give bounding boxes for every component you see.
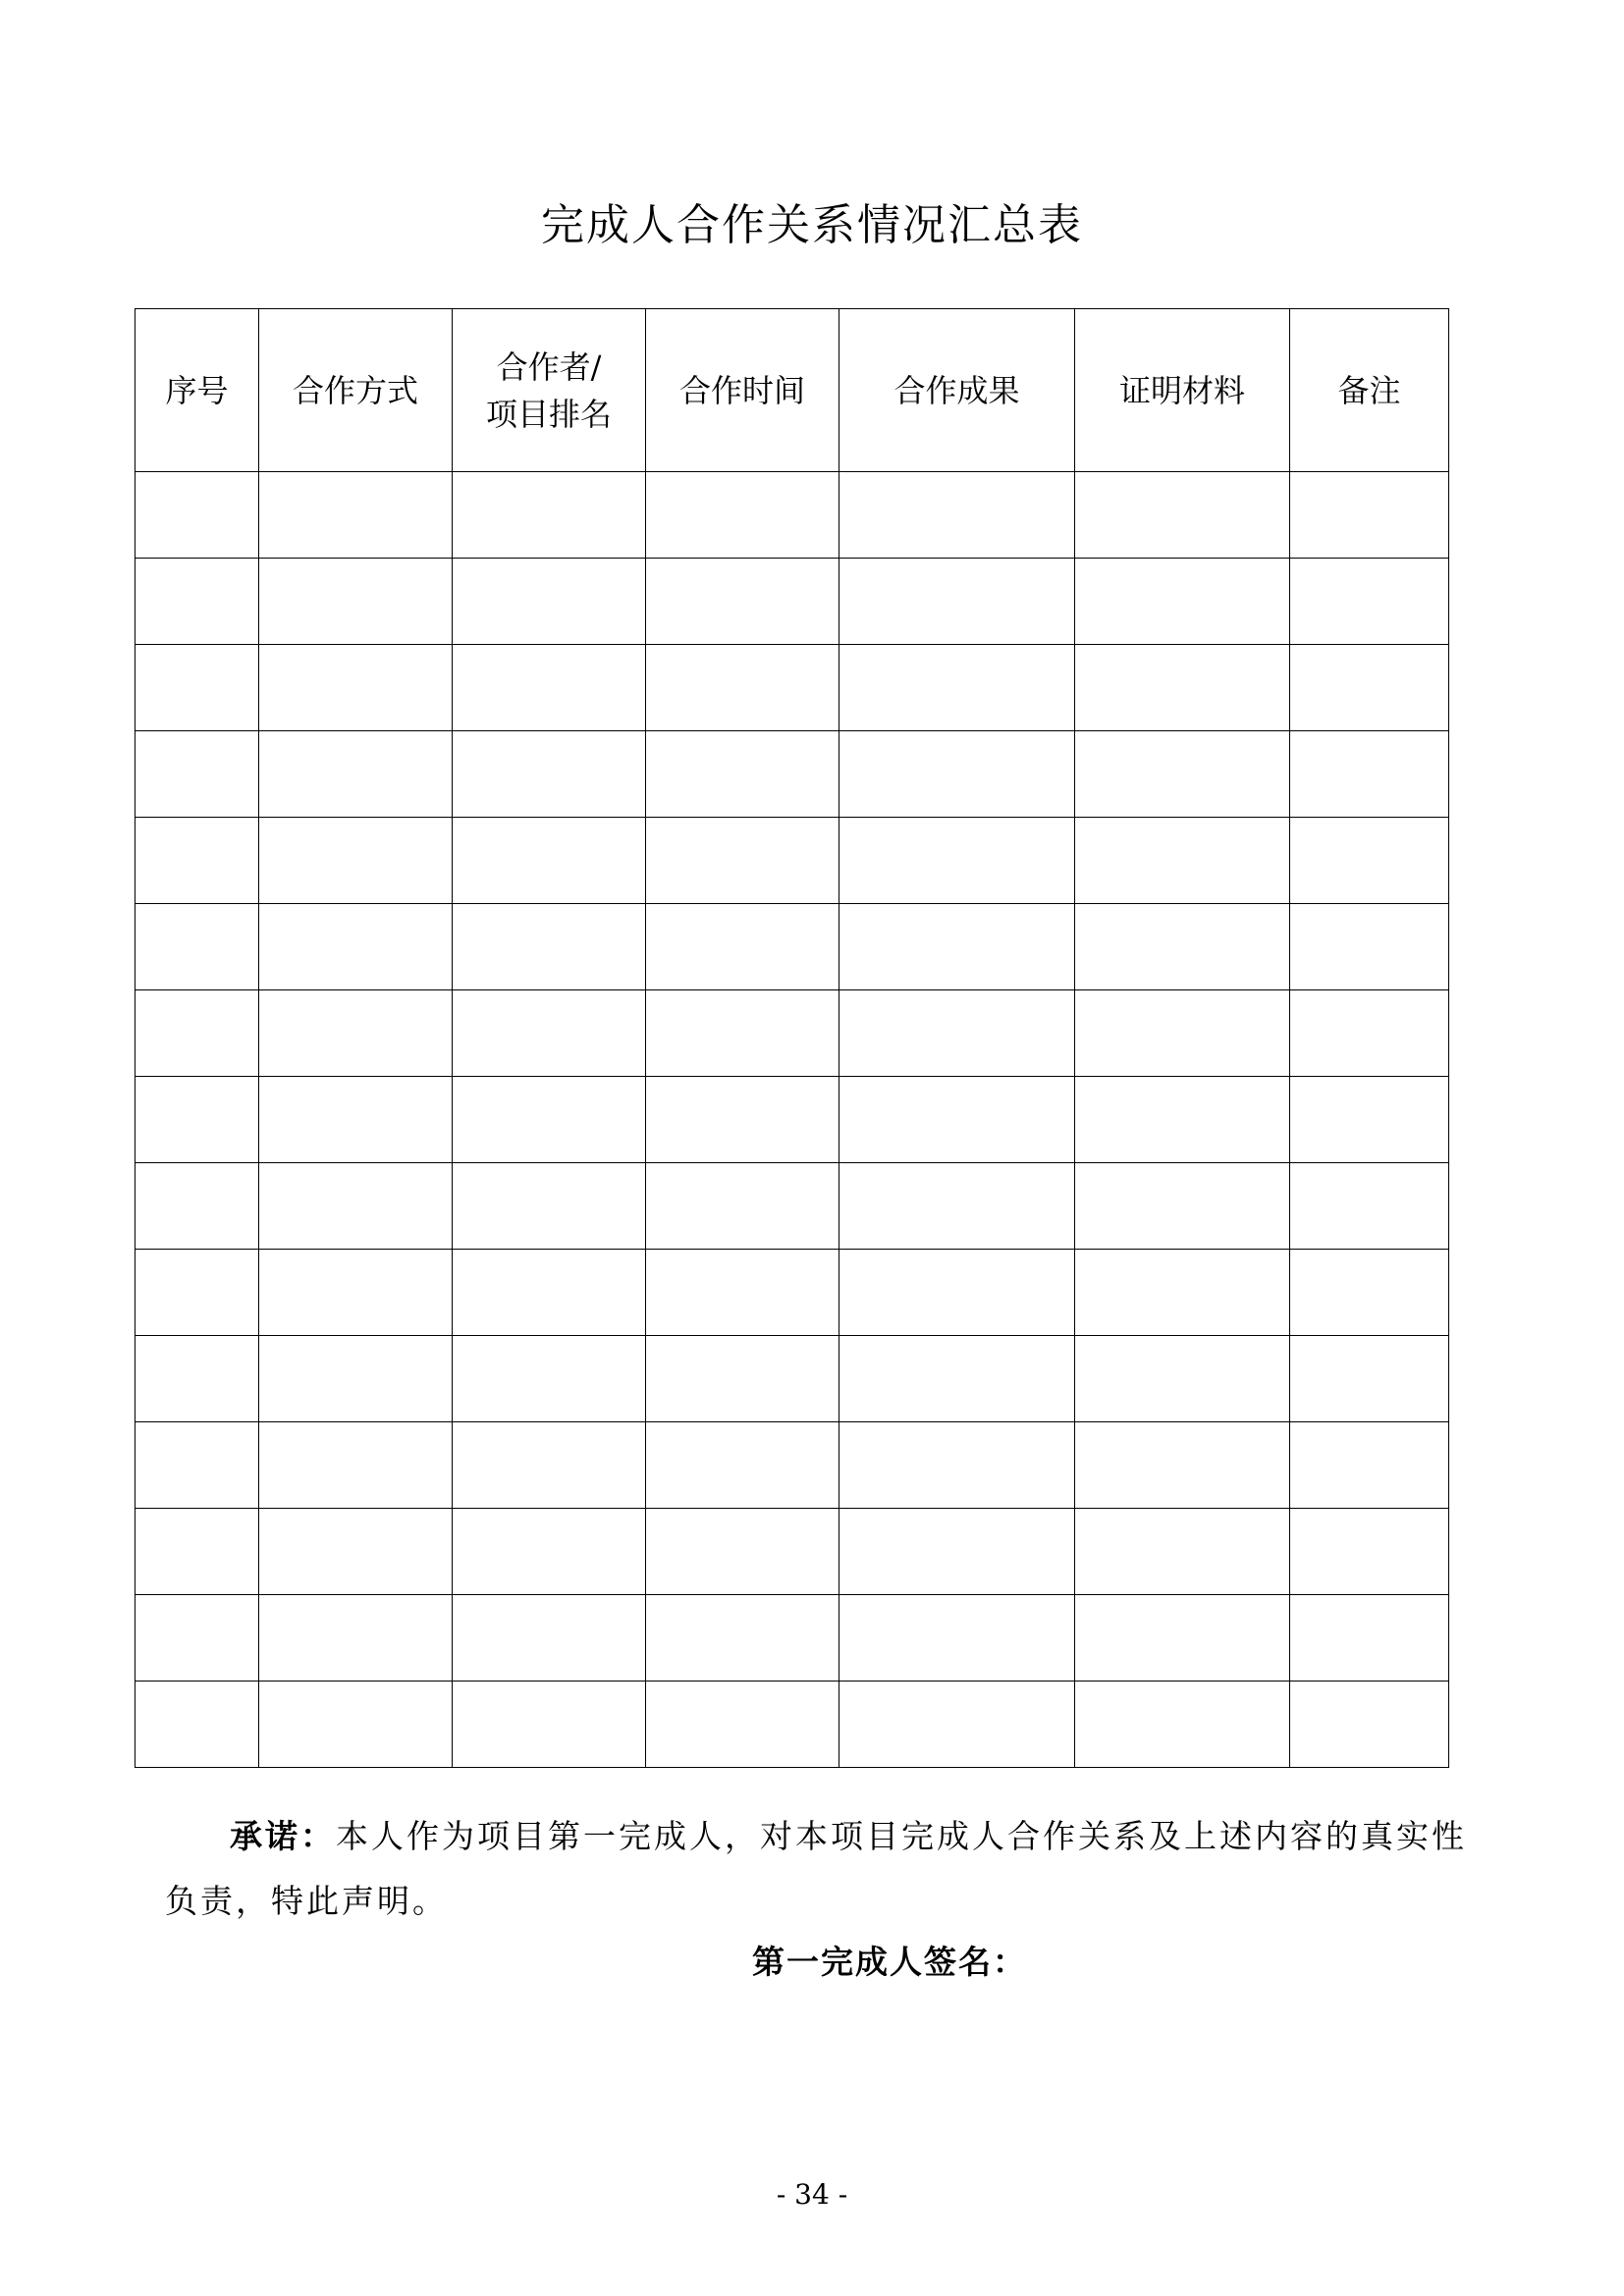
table-cell[interactable] [646,559,839,645]
page-number: - 34 - [776,2178,848,2211]
table-cell[interactable] [1075,1595,1290,1682]
table-cell[interactable] [1075,645,1290,731]
table-cell[interactable] [259,1682,453,1768]
table-cell[interactable] [646,1163,839,1250]
table-cell[interactable] [839,1595,1075,1682]
table-cell[interactable] [1075,472,1290,559]
table-cell[interactable] [839,1250,1075,1336]
table-cell[interactable] [646,990,839,1077]
table-cell[interactable] [453,818,646,904]
table-cell[interactable] [259,1163,453,1250]
header-cell-remarks: 备注 [1290,309,1449,472]
table-cell[interactable] [1075,1336,1290,1422]
table-row [135,645,1449,731]
table-cell[interactable] [646,1595,839,1682]
header-cell-serial-number: 序号 [135,309,259,472]
table-cell[interactable] [135,472,259,559]
table-cell[interactable] [453,1336,646,1422]
table-cell[interactable] [1290,559,1449,645]
promise-statement [165,1804,1481,1934]
table-cell[interactable] [135,645,259,731]
table-cell[interactable] [453,731,646,818]
table-row [135,1336,1449,1422]
table-row [135,472,1449,559]
table-row [135,731,1449,818]
table-cell[interactable] [839,990,1075,1077]
table-cell[interactable] [1075,1509,1290,1595]
table-cell[interactable] [453,472,646,559]
table-cell[interactable] [259,731,453,818]
table-cell[interactable] [453,904,646,990]
table-cell[interactable] [1075,1682,1290,1768]
table-row [135,559,1449,645]
table-cell[interactable] [839,1163,1075,1250]
table-cell[interactable] [1290,1509,1449,1595]
table-cell[interactable] [839,559,1075,645]
table-cell[interactable] [1075,818,1290,904]
table-cell[interactable] [259,645,453,731]
table-cell[interactable] [646,731,839,818]
table-cell[interactable] [259,1509,453,1595]
table-cell[interactable] [839,1422,1075,1509]
table-cell[interactable] [135,559,259,645]
table-cell[interactable] [1075,731,1290,818]
table-cell[interactable] [646,1077,839,1163]
table-cell[interactable] [839,645,1075,731]
table-cell[interactable] [135,1250,259,1336]
table-cell[interactable] [646,645,839,731]
header-cell-collaborator-ranking: 合作者/ 项目排名 [453,309,646,472]
table-cell[interactable] [259,818,453,904]
table-cell[interactable] [135,1077,259,1163]
table-cell[interactable] [135,1509,259,1595]
table-row [135,1163,1449,1250]
table-cell[interactable] [1075,904,1290,990]
table-row [135,1509,1449,1595]
table-cell[interactable] [1075,1077,1290,1163]
table-cell[interactable] [646,1250,839,1336]
table-cell[interactable] [839,1682,1075,1768]
table-row [135,990,1449,1077]
table-cell[interactable] [646,1509,839,1595]
table-cell[interactable] [646,1682,839,1768]
page-title: 完成人合作关系情况汇总表 [541,200,1083,250]
header-cell-cooperation-results: 合作成果 [839,309,1075,472]
table-cell[interactable] [259,1422,453,1509]
table-row [135,1595,1449,1682]
table-cell[interactable] [135,818,259,904]
table-cell[interactable] [259,904,453,990]
table-row [135,1077,1449,1163]
promise-label: 承诺： [230,1817,336,1855]
cooperation-summary-table [135,308,1449,1768]
table-cell[interactable] [259,559,453,645]
table-row [135,1422,1449,1509]
table-cell[interactable] [1075,1422,1290,1509]
table-cell[interactable] [1075,990,1290,1077]
table-cell[interactable] [453,1077,646,1163]
table-cell[interactable] [259,1077,453,1163]
table-cell[interactable] [839,904,1075,990]
table-cell[interactable] [1290,1163,1449,1250]
table-cell[interactable] [135,1336,259,1422]
table-cell[interactable] [453,645,646,731]
table-cell[interactable] [1075,559,1290,645]
table-cell[interactable] [453,1250,646,1336]
table-cell[interactable] [1290,1422,1449,1509]
table-cell[interactable] [1290,1336,1449,1422]
table-cell[interactable] [453,1163,646,1250]
table-cell[interactable] [1290,1250,1449,1336]
table-cell[interactable] [259,1336,453,1422]
table-cell[interactable] [135,1595,259,1682]
table-cell[interactable] [646,904,839,990]
table-cell[interactable] [453,1422,646,1509]
table-cell[interactable] [839,818,1075,904]
table-cell[interactable] [1075,1163,1290,1250]
table-cell[interactable] [453,990,646,1077]
table-row [135,1250,1449,1336]
table-cell[interactable] [453,1682,646,1768]
table-cell[interactable] [135,1422,259,1509]
table-cell[interactable] [135,904,259,990]
table-cell[interactable] [453,1509,646,1595]
table-cell[interactable] [135,990,259,1077]
table-cell[interactable] [839,731,1075,818]
table-cell[interactable] [135,1682,259,1768]
table-cell[interactable] [259,1595,453,1682]
promise-text: 本人作为项目第一完成人，对本项目完成人合作关系及上述内容的真实性负责，特此声明。 [165,1817,1467,1920]
signature-label: 第一完成人签名： [752,1943,1027,1981]
table-row [135,818,1449,904]
table-cell[interactable] [1290,645,1449,731]
table-cell[interactable] [839,1336,1075,1422]
table-cell[interactable] [259,472,453,559]
table-cell[interactable] [453,1595,646,1682]
table-cell[interactable] [1290,990,1449,1077]
header-cell-cooperation-method: 合作方式 [259,309,453,472]
table-cell[interactable] [1290,472,1449,559]
table-cell[interactable] [1290,1077,1449,1163]
table-cell[interactable] [1075,1250,1290,1336]
table-header-row [135,309,1449,472]
table-row [135,1682,1449,1768]
header-cell-proof-materials: 证明材料 [1075,309,1290,472]
table-row [135,904,1449,990]
table-body [135,472,1449,1768]
table-cell[interactable] [135,731,259,818]
table-cell[interactable] [1290,1595,1449,1682]
table-cell[interactable] [259,990,453,1077]
table-cell[interactable] [259,1250,453,1336]
header-cell-cooperation-time: 合作时间 [646,309,839,472]
table-cell[interactable] [839,1509,1075,1595]
table-cell[interactable] [1290,731,1449,818]
table-cell[interactable] [646,1422,839,1509]
table-cell[interactable] [839,1077,1075,1163]
table-cell[interactable] [646,818,839,904]
table-cell[interactable] [839,472,1075,559]
table-cell[interactable] [646,472,839,559]
table-cell[interactable] [1290,904,1449,990]
table-cell[interactable] [646,1336,839,1422]
table-cell[interactable] [1290,818,1449,904]
table-cell[interactable] [1290,1682,1449,1768]
table-cell[interactable] [135,1163,259,1250]
table-cell[interactable] [453,559,646,645]
